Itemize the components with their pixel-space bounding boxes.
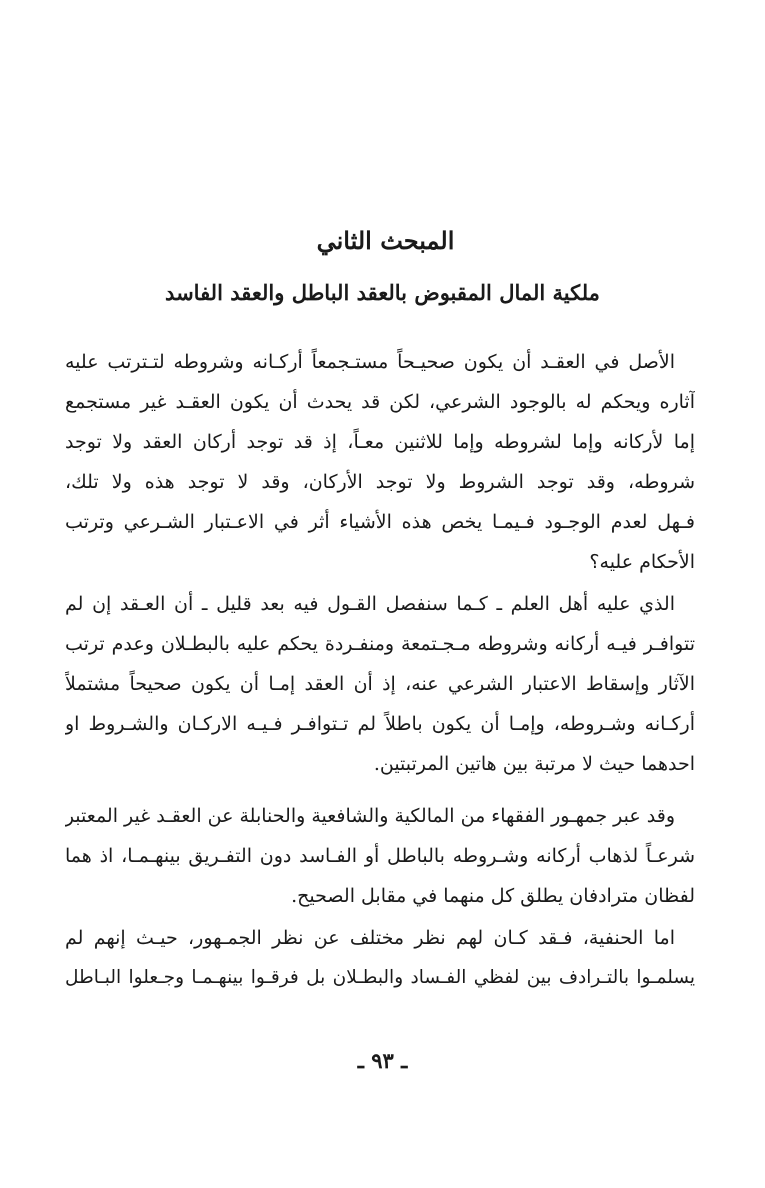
- text-line: احدهما حيث لا مرتبة بين هاتين المرتبتين.: [373, 753, 695, 775]
- text-line: اما الحنفية، فـقد كـان لهم نظر مختلف عن نظر الجمـهور، حيـث إنهم لم: [65, 927, 675, 949]
- text-line: الأصل في العقـد أن يكون صحيـحاً مستـجمعاً أركـانه وشروطه لتـترتب عليه: [65, 351, 675, 373]
- text-line: شروطه، وقد توجد الشروط ولا توجد الأركان، وقد لا توجد هذه ولا تلك،: [65, 471, 695, 493]
- text-line: شرعـاً لذهاب أركانه وشـروطه بالباطل أو الفـاسد دون التفـريق بينهـمـا، اذ هما: [65, 845, 695, 867]
- text-line: أركـانه وشـروطه، وإمـا أن يكون باطلاً لم تـتوافـر فـيـه الاركـان والشـروط او: [65, 713, 695, 735]
- text-line: تتوافـر فيـه أركانه وشروطه مـجـتمعة ومنفـردة يحكم عليه بالبطـلان وعدم ترتب: [65, 633, 695, 655]
- page-number: ـ ٩٣ ـ: [357, 1048, 408, 1073]
- section-subtitle: ملكية المال المقبوض بالعقد الباطل والعقد الفاسد: [165, 280, 600, 305]
- text-line: آثاره ويحكم له بالوجود الشرعي، لكن قد يحدث أن يكون العقـد غير مستجمع: [65, 391, 695, 413]
- section-title: المبحث الثاني: [316, 226, 455, 255]
- text-line: فـهل لعدم الوجـود فـيمـا يخص هذه الأشياء أثر في الاعـتبار الشـرعي وترتب: [65, 511, 695, 533]
- text-line: يسلمـوا بالتـرادف بين لفظي الفـساد والبطـلان بل فرقـوا بينهـمـا وجـعلوا البـاطل: [65, 967, 695, 988]
- text-line: الأحكام عليه؟: [589, 551, 695, 573]
- text-line: وقد عبر جمهـور الفقهاء من المالكية والشافعية والحنابلة عن العقـد غير المعتبر: [65, 805, 675, 827]
- text-line: إما لأركانه وإما لشروطه وإما للاثنين معـاً، إذ قد توجد أركان العقد ولا توجد: [65, 431, 695, 453]
- text-line: الآثار وإسقاط الاعتبار الشرعي عنه، إذ أن العقد إمـا أن يكون صحيحاً مشتملاً: [65, 673, 695, 695]
- text-line: لفظان مترادفان يطلق كل منهما في مقابل الصحيح.: [291, 885, 695, 907]
- text-line: الذي عليه أهل العلم ـ كـما سنفصل القـول فيه بعد قليل ـ أن العـقد إن لم: [65, 593, 675, 615]
